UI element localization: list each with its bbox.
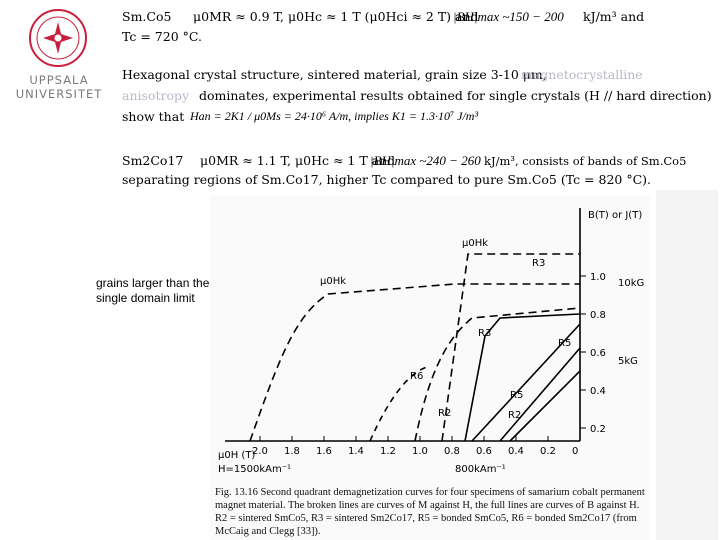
- y-tick-label: 0.4: [590, 386, 606, 397]
- grain-size-note: grains larger than the single domain limit: [96, 276, 210, 305]
- university-name-line2: UNIVERSITET: [15, 87, 103, 101]
- curve-label-r3: R3: [478, 328, 492, 339]
- sm2co17-properties: μ0MR ≈ 1.1 T, μ0Hc ≈ 1 T and: [200, 153, 396, 168]
- structure-highlight-1: magnetocrystalline: [521, 67, 643, 82]
- y-right-tick-5kg: 5kG: [618, 356, 638, 367]
- sm2co17-bh-unit: kJ/m³, consists of bands of Sm.Co5: [484, 154, 687, 168]
- x-axis-label-a: μ0H (T): [218, 450, 256, 461]
- material-smco5: Sm.Co5: [122, 9, 172, 24]
- x-tick-label: 1.8: [284, 446, 300, 457]
- smco5-curie-temp: Tc = 720 °C.: [122, 29, 202, 44]
- curve-label-r6: R6: [410, 371, 424, 382]
- structure-line2: dominates, experimental results obtained for single crystals (H // hard direction): [199, 88, 712, 103]
- curve-label-r5: R5: [510, 390, 524, 401]
- annotation-hk-1: μ0Hk: [320, 276, 347, 287]
- x-tick-label: 1.0: [412, 446, 428, 457]
- sidebar: [0, 0, 118, 540]
- curve-label-r2: R2: [438, 408, 452, 419]
- curve-r5-b2: [510, 371, 580, 441]
- structure-line1: Hexagonal crystal structure, sintered material, grain size 3-10 μm,: [122, 67, 547, 82]
- y-tick-group: [580, 272, 606, 435]
- x-unit-label: 800kAm⁻¹: [455, 464, 506, 475]
- x-tick-label: 2.0: [252, 446, 268, 457]
- structure-highlight-2: anisotropy: [122, 88, 190, 103]
- university-seal-logo: [28, 8, 88, 68]
- smco5-bh-formula: |BH|max ~150 − 200: [453, 9, 564, 24]
- curve-label-r5-top: R5: [558, 338, 572, 349]
- x-tick-label: 0.8: [444, 446, 460, 457]
- figure-caption: Fig. 13.16 Second quadrant demagnetization curves for four specimens of samarium cobalt permanent magnet material. The broken lines are curves of M against H, the full lines are curves of B against H. R2 = sintered SmCo5, R3 = sintered Sm2Co17, R5 = bonded SmCo5, R6 = bonded Sm2Co17 (from McCaig and Clegg [33]).: [215, 487, 645, 537]
- sm2co17-line2: separating regions of Sm.Co17, higher Tc compared to pure Sm.Co5 (Tc = 820 °C).: [122, 172, 651, 187]
- material-sm2co17: Sm2Co17: [122, 153, 184, 168]
- y-tick-label: 0.6: [590, 348, 606, 359]
- x-tick-label: 1.2: [380, 446, 396, 457]
- x-tick-label: 0.6: [476, 446, 492, 457]
- sm2co17-bh-formula: |BH|max ~240 − 260: [370, 153, 481, 168]
- right-decoration: [652, 0, 720, 540]
- curve-label-r2-low: R2: [508, 410, 522, 421]
- x-tick-label: 1.6: [316, 446, 332, 457]
- y-tick-label: 1.0: [590, 272, 606, 283]
- y-right-tick-10kg: 10kG: [618, 278, 645, 289]
- anisotropy-formula: Han = 2K1 / μ0Ms = 24·10⁶ A/m, implies K1 = 1.3·10⁷ J/m³: [190, 109, 479, 123]
- annotation-hk-2: μ0Hk: [462, 238, 489, 249]
- curve-r6-m-broken: [250, 284, 580, 441]
- x-tick-label: 0.2: [540, 446, 556, 457]
- x-tick-label: 1.4: [348, 446, 364, 457]
- y-tick-label: 0.8: [590, 310, 606, 321]
- smco5-bh-unit: kJ/m³ and: [583, 9, 645, 24]
- university-name-line1: UPPSALA: [29, 73, 89, 87]
- x-axis-label-b: H=1500kAm⁻¹: [218, 464, 292, 475]
- y-axis-label: B(T) or J(T): [588, 210, 643, 221]
- y-tick-label: 0.2: [590, 424, 606, 435]
- curve-label-r3-top: R3: [532, 258, 546, 269]
- smco5-properties: μ0MR ≈ 0.9 T, μ0Hc ≈ 1 T (μ0Hci ≈ 2 T) and: [193, 9, 479, 24]
- curve-r2-m-broken: [415, 308, 580, 441]
- structure-line3: show that: [122, 109, 185, 124]
- watermark-panel: [656, 190, 718, 540]
- x-tick-label: 0: [572, 446, 579, 457]
- x-tick-label: 0.4: [508, 446, 524, 457]
